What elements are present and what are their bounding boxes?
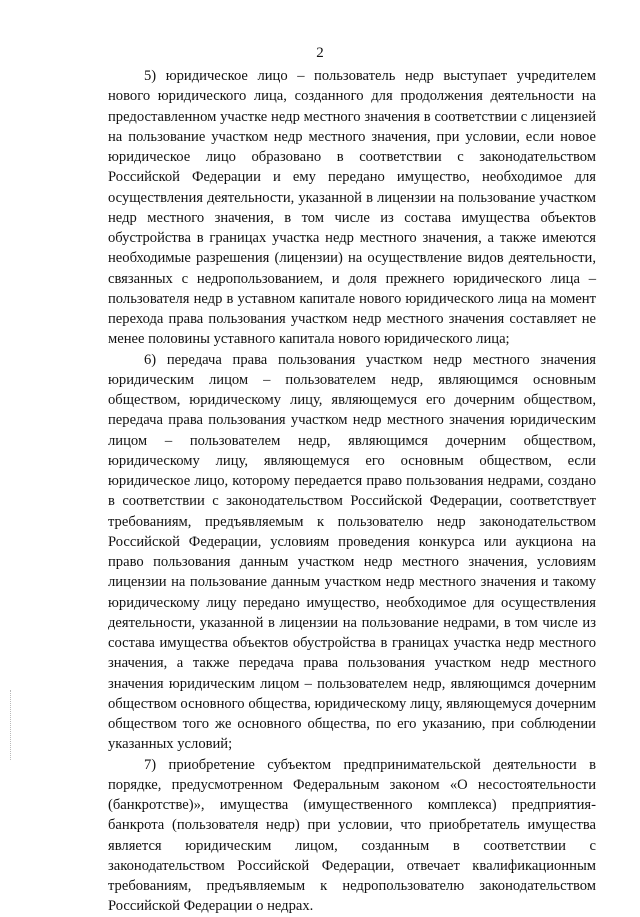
document-body <box>108 66 596 917</box>
paragraph-item-7: 7) приобретение субъектом предпринимательской деятельности в порядке, предусмотренном Федеральным законом «О несостоятельности (банкротстве)», имущества (имущественного комплекса) предприятия-банкрота (пользователя недр) при условии, что приобретатель имущества является юридическим лицом, созданным в соответствии с законодательством Российской Федерации, отвечает квалификационным требованиям, предъявляемым к недропользователю законодательством Российской Федерации о недрах. <box>108 756 596 915</box>
scan-artifact <box>10 690 13 760</box>
paragraph-item-6: 6) передача права пользования участком недр местного значения юридическим лицом – пользователем недр, являющимся основным обществом, юридическому лицу, являющемуся его дочерним обществом, передача права пользования участком недр местного значения юридическим лицом – пользователем недр, являющимся дочерним обществом, юридическому лицу, являющемуся его основным обществом, если юридическое лицо, которому передается право пользования недрами, создано в соответствии с законодательством Российской Федерации, соответствует требованиям, предъявляемым к пользователю недр законодательством Российской Федерации, условиям проведения конкурса или аукциона на право пользования данным участком недр местного значения, условиям лицензии на пользование данным участком недр местного значения и такому юридическому лицу передано имущество, необходимое для осуществления деятельности, указанной в лицензии на пользование недрами, в том числе из состава имущества объектов обустройства в границах участка недр местного значения, а также передача права пользования участком недр местного значения юридическим лицом – пользователем недр, являющимся дочерним обществом основного общества, юридическому лицу, являющемуся дочерним обществом того же основного общества, по его указанию, при соблюдении указанных условий; <box>108 351 596 753</box>
paragraph-item-5: 5) юридическое лицо – пользователь недр выступает учредителем нового юридического лица, созданного для продолжения деятельности на предоставленном участке недр местного значения в соответствии с лицензией на пользование участком недр местного значения, при условии, если новое юридическое лицо образовано в соответствии с законодательством Российской Федерации и ему передано имущество, необходимое для осуществления деятельности, указанной в лицензии на пользование участком недр местного значения, в том числе из состава имущества объектов обустройства в границах участка недр местного значения, а также имеются необходимые разрешения (лицензии) на осуществление видов деятельности, связанных с недропользованием, и доля прежнего юридического лица – пользователя недр в уставном капитале нового юридического лица на момент перехода права пользования участком недр местного значения составляет не менее половины уставного капитала нового юридического лица; <box>108 68 596 348</box>
page-number: 2 <box>316 45 324 61</box>
